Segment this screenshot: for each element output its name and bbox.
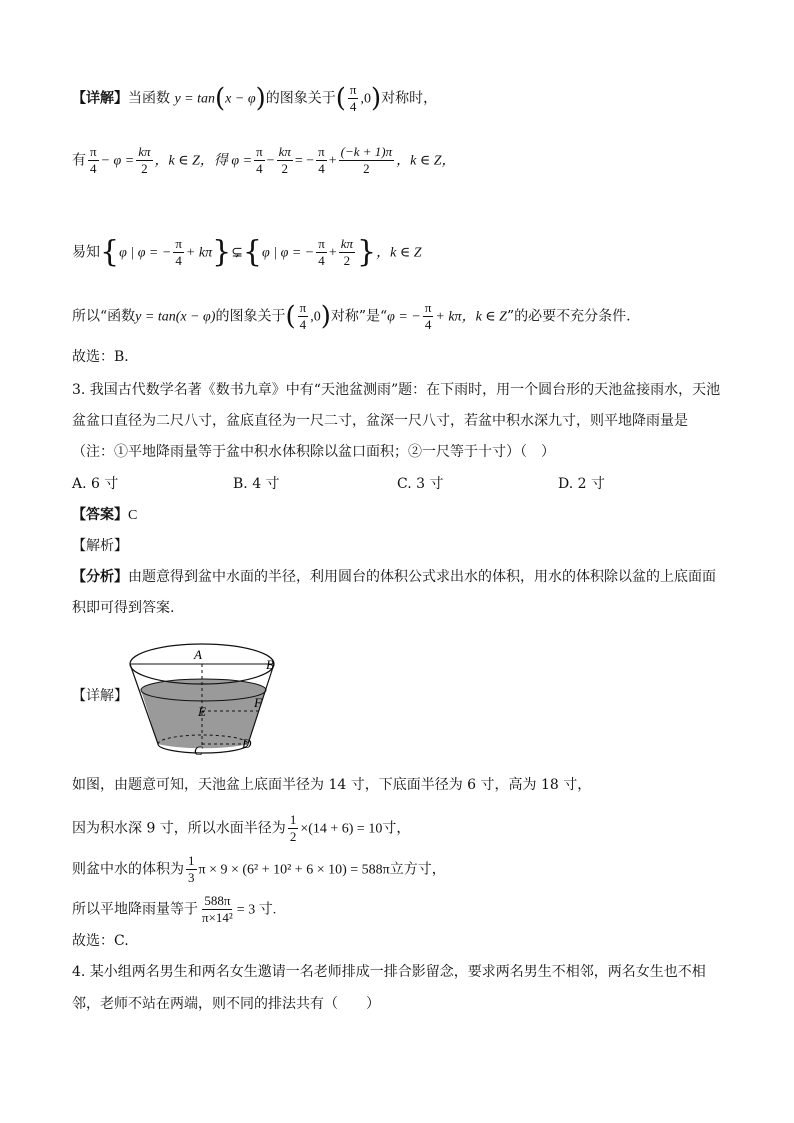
text: 则盆中水的体积为: [72, 861, 184, 878]
math: − φ =: [100, 153, 135, 169]
q3-line-1: 3. 我国古代数学名著《数书九章》中有“天池盆测雨”题：在下雨时，用一个圆台形的天池盆接雨水，天池: [72, 382, 721, 398]
math: ，k ∈ Z，: [396, 153, 456, 169]
fraction: $\frac{\pi}{4}$: [256, 144, 263, 176]
fraction-rain: $\frac{588\pi}{\text{π×14²}}$: [202, 893, 233, 925]
math: φ = −: [387, 309, 421, 325]
detail-line-1: 【详解】当函数 y = tan(x − φ)的图象关于( $\frac{\pi}{4}$ ,0)对称时，: [72, 82, 438, 114]
water-surface: [141, 679, 266, 701]
subset-symbol: ⊊: [231, 245, 243, 261]
math: + kπ: [185, 245, 213, 261]
math: +: [328, 153, 337, 169]
math: ,0: [310, 309, 321, 325]
q3-line-2: 盆盆口直径为二尺八寸，盆底直径为一尺二寸，盆深一尺八寸，若盆中积水深九寸，则平地降雨量是: [72, 413, 688, 429]
math: +: [328, 245, 337, 261]
text: 所以平地降雨量等于: [72, 901, 198, 918]
text: ”的必要不充分条件.: [506, 308, 631, 325]
detail-line-2: [72, 144, 456, 177]
fraction: $\frac{(-k + 1)\pi}{2}$: [340, 144, 393, 176]
fraction: $\frac{k\pi}{2}$: [138, 144, 151, 176]
analysis-tag: 【解析】: [72, 538, 128, 554]
fenxi-line-2: 积即可得到答案.: [72, 600, 175, 616]
math: ，k ∈ Z，得 φ =: [154, 153, 253, 169]
label-a: A: [194, 647, 202, 662]
text: 由题意得到盆中水面的半径，利用圆台的体积公式求出水的体积，用水的体积除以盆的上底面面: [128, 569, 716, 585]
label-e: E: [198, 704, 206, 719]
math: φ | φ = −: [119, 245, 172, 261]
label-c: C: [194, 743, 203, 758]
math-arg: x − φ: [225, 91, 256, 107]
text: 对称”是“: [330, 308, 388, 325]
math: ×(14 + 6) = 10寸，: [300, 821, 411, 837]
math: = −: [294, 153, 315, 169]
math-func: y = tan: [174, 91, 216, 107]
fraction-1-3: $\frac{1}{3}$: [188, 853, 195, 885]
label-b: B: [266, 657, 274, 672]
text: 有: [72, 152, 86, 169]
math: −: [266, 153, 275, 169]
fenxi-tag: 【分析】: [72, 569, 128, 585]
fraction: $\frac{\pi}{4}$: [90, 144, 97, 176]
fenxi-line-1: [72, 567, 716, 587]
choice-c: 故选：C.: [72, 933, 129, 949]
sol-line-2: [72, 812, 410, 845]
sol-line-4: [72, 893, 276, 926]
answer-value: C: [128, 508, 138, 523]
text: 因为积水深 9 寸，所以水面半径为: [72, 820, 286, 837]
label-f: F: [254, 695, 262, 710]
option-d: D. 2 寸: [558, 476, 605, 492]
sol-line-1: 如图，由题意可知，天池盆上底面半径为 14 寸，下底面半径为 6 寸，高为 18 寸，: [72, 777, 592, 793]
math: y = tan(x − φ): [135, 309, 216, 325]
answer-tag: 【答案】: [72, 507, 128, 523]
answer-line: [72, 505, 137, 526]
fraction: $\frac{k\pi}{2}$: [340, 236, 354, 268]
text: 易知: [72, 244, 100, 261]
label-d: D: [242, 736, 252, 751]
frustum-figure: [124, 634, 284, 760]
fraction: $\frac{\pi}{4}$: [318, 236, 325, 268]
text: 的图象关于: [215, 308, 286, 325]
sol-line-3: [72, 853, 446, 886]
detail-tag-2: 【详解】: [72, 688, 128, 704]
fraction: $\frac{\pi}{4}$: [299, 300, 307, 332]
option-b: B. 4 寸: [233, 476, 280, 492]
text: 当函数: [128, 90, 170, 107]
fraction: $\frac{\pi}{4}$: [175, 236, 182, 268]
detail-line-3: 易知{φ | φ = − $\frac{\pi}{4}$ + kπ}⊊{φ | φ = − $\frac{\pi}{4}$ + $\frac{k\pi}{2}$ }，k ∈ Z: [72, 234, 422, 270]
math: π × 9 × (6² + 10² + 6 × 10) = 588π立方寸，: [198, 862, 446, 878]
detail-tag: 【详解】: [72, 90, 128, 107]
fraction: $\frac{\pi}{4}$: [318, 144, 325, 176]
math: φ | φ = −: [262, 245, 315, 261]
q4-line-1: 4. 某小组两名男生和两名女生邀请一名老师排成一排合影留念，要求两名男生不相邻，两名女生也不相: [72, 964, 706, 980]
text: 所以“函数: [72, 308, 136, 325]
q4-line-2: 邻，老师不站在两端，则不同的排法共有（ ）: [72, 996, 380, 1012]
math: + kπ，k ∈ Z: [435, 309, 507, 325]
option-c: C. 3 寸: [397, 476, 444, 492]
choice-b: 故选：B．: [72, 349, 139, 365]
fraction: $\frac{\pi}{4}$: [424, 300, 432, 332]
fraction: $\frac{k\pi}{2}$: [278, 144, 291, 176]
text: 的图象关于: [265, 90, 336, 107]
math: = 3 寸.: [236, 902, 277, 918]
math: ，k ∈ Z: [376, 245, 422, 261]
option-a: A. 6 寸: [72, 476, 119, 492]
q3-line-3: （注：①平地降雨量等于盆中积水体积除以盆口面积；②一尺等于十寸）（ ）: [72, 444, 555, 460]
math-zero: ,0: [360, 91, 371, 107]
fraction-1-2: $\frac{1}{2}$: [289, 812, 297, 844]
text: 对称时，: [381, 90, 438, 107]
detail-line-4: 所以“函数y = tan(x − φ)的图象关于( $\frac{\pi}{4}$ ,0)对称”是“φ = − $\frac{\pi}{4}$ + kπ，k ∈ Z”的必要不充分条件.: [72, 300, 631, 332]
fraction-pi-4: $\frac{\pi}{4}$: [349, 82, 357, 114]
